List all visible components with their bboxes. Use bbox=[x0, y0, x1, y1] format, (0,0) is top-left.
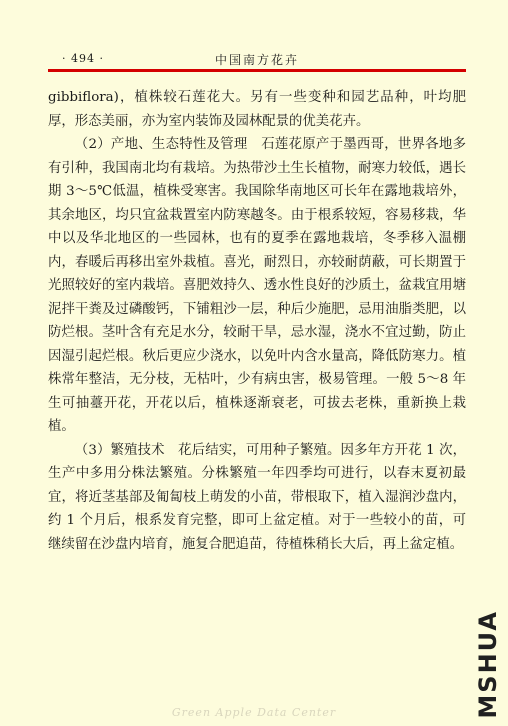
footer-watermark: Green Apple Data Center bbox=[171, 706, 337, 719]
side-watermark: MSHUA bbox=[474, 610, 502, 719]
page-number: · 494 · bbox=[62, 52, 104, 65]
body-text bbox=[48, 86, 466, 556]
running-title: 中国南方花卉 bbox=[214, 53, 299, 67]
page-header bbox=[48, 50, 466, 68]
paragraph-propagation: （3）繁殖技术 花后结实，可用种子繁殖。因多年方开花 1 次，生产中多用分株法繁殖。分株繁殖一年四季均可进行，以春末夏初最宜，将近茎基部及匍匐枝上萌发的小苗，带根取下，植入湿润沙盘内，约 1 个月后，根系发育完整，即可上盆定植。对于一些较小的苗，可继续留在沙盘内培育，施复合肥追苗，待植株稍长大后，再上盆定植。 bbox=[48, 442, 466, 552]
header-rule bbox=[48, 69, 466, 72]
paragraph-continuation: gibbiflora)，植株较石莲花大。另有一些变种和园艺品种，叶均肥厚，形态美丽，亦为室内装饰及园林配景的优美花卉。 bbox=[48, 90, 466, 129]
paragraph-habitat: （2）产地、生态特性及管理 石莲花原产于墨西哥，世界各地多有引种，我国南北均有栽培。为热带沙土生长植物，耐寒力较低，遇长期 3～5℃低温，植株受寒害。我国除华南地区可长年在露地栽培外，其余地区，均只宜盆栽置室内防寒越冬。由于根系较短，容易移栽，华中以及华北地区的一些园林，也有的夏季在露地栽培，冬季移入温棚内，春暖后再移出室外栽植。喜光，耐烈日，亦较耐荫蔽，可长期置于光照较好的室内栽培。喜肥效持久、透水性良好的沙质土，盆栽宜用塘泥拌干粪及过磷酸钙，下铺粗沙一层，种后少施肥，忌用油脂类肥，以防烂根。茎叶含有充足水分，较耐干旱，忌水湿，浇水不宜过勤，防止因湿引起烂根。秋后更应少浇水，以免叶内含水量高，降低防寒力。植株常年整洁，无分枝，无枯叶，少有病虫害，极易管理。一般 5～8 年生可抽薹开花，开花以后，植株逐渐衰老，可拔去老株，重新换上栽植。 bbox=[48, 137, 466, 434]
